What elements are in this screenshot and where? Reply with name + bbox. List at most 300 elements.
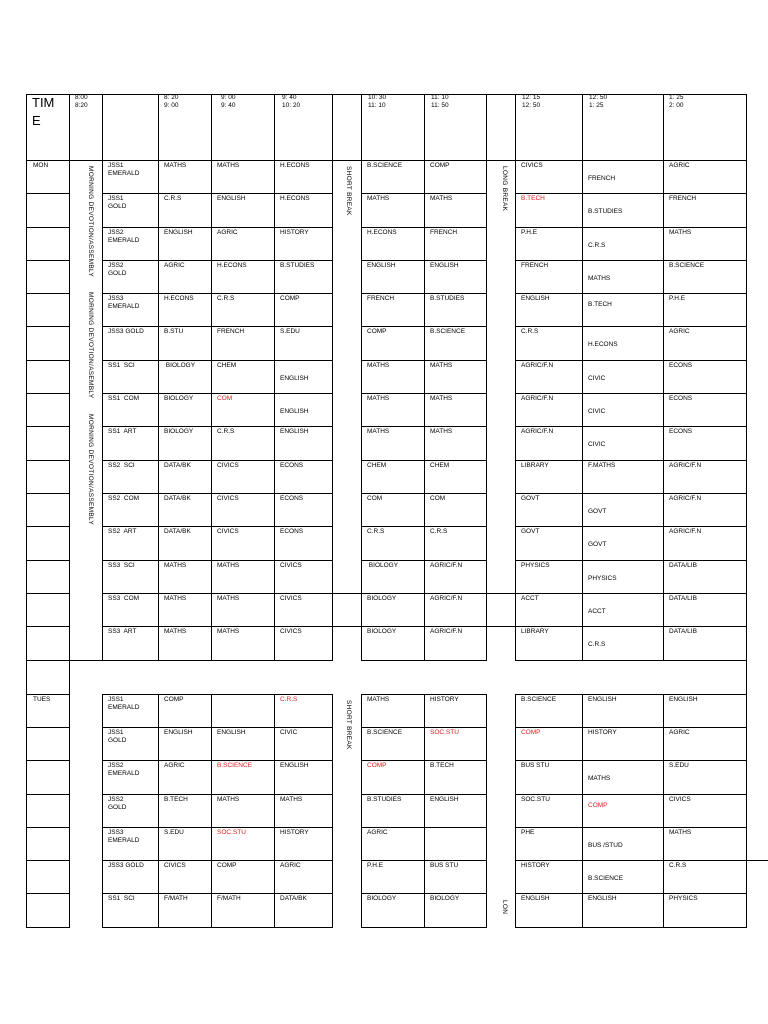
grid-line bbox=[211, 94, 212, 161]
grid-line bbox=[663, 94, 664, 161]
grid-line bbox=[102, 460, 333, 461]
subject-cell: MATHS bbox=[217, 562, 240, 569]
subject-cell: ENGLISH bbox=[669, 696, 698, 703]
subject-cell: AGRIC/F.N bbox=[669, 495, 702, 502]
subject-cell: HISTORY bbox=[280, 229, 309, 236]
grid-line bbox=[486, 160, 487, 661]
grid-line bbox=[102, 660, 333, 661]
subject-cell: CIVIC bbox=[588, 441, 606, 448]
grid-line bbox=[102, 626, 333, 627]
subject-cell: PHE bbox=[521, 829, 535, 836]
subject-cell: BIOLOGY bbox=[164, 428, 194, 435]
subject-cell: MATHS bbox=[367, 428, 390, 435]
subject-cell: SOC.STU bbox=[430, 729, 459, 736]
subject-cell: ECONS bbox=[280, 528, 304, 535]
subject-cell: SOC.STU bbox=[217, 829, 246, 836]
subject-cell: ENGLISH bbox=[521, 295, 550, 302]
subject-cell: HISTORY bbox=[430, 696, 459, 703]
subject-cell: C.R.S bbox=[588, 641, 606, 648]
subject-cell: C.R.S bbox=[280, 696, 298, 703]
grid-line bbox=[486, 94, 487, 161]
subject-cell: BIOLOGY bbox=[367, 562, 399, 569]
subject-cell: ACCT bbox=[588, 608, 606, 615]
subject-cell: ECONS bbox=[669, 428, 693, 435]
grid-line bbox=[102, 326, 333, 327]
subject-cell: AGRIC/F.N bbox=[669, 528, 702, 535]
subject-cell: C.R.S bbox=[217, 295, 235, 302]
subject-cell: BUS /STUD bbox=[588, 842, 623, 849]
grid-line bbox=[424, 694, 425, 928]
subject-cell: B.SCIENCE bbox=[217, 762, 253, 769]
grid-line bbox=[582, 94, 583, 161]
subject-cell: CIVICS bbox=[280, 562, 302, 569]
subject-cell: C.R.S bbox=[588, 242, 606, 249]
subject-cell: S.EDU bbox=[164, 829, 184, 836]
grid-line bbox=[26, 593, 70, 594]
grid-line bbox=[102, 293, 333, 294]
grid-line bbox=[69, 160, 70, 695]
class-label: SS3 SCI bbox=[108, 562, 135, 569]
subject-cell: MATHS bbox=[164, 595, 187, 602]
subject-cell: LIBRARY bbox=[521, 462, 549, 469]
grid-line bbox=[424, 160, 425, 661]
subject-cell: COMP bbox=[521, 729, 541, 736]
grid-line bbox=[26, 426, 70, 427]
subject-cell: C.R.S bbox=[367, 528, 385, 535]
class-label: SS1 COM bbox=[108, 395, 140, 402]
subject-cell: CIVIC bbox=[588, 375, 606, 382]
subject-cell: GOVT bbox=[521, 528, 540, 535]
subject-cell: MATHS bbox=[217, 796, 240, 803]
long-break-label-tue: LON bbox=[501, 900, 508, 915]
subject-cell: AGRIC bbox=[217, 229, 238, 236]
grid-line bbox=[332, 593, 362, 594]
grid-line bbox=[26, 227, 70, 228]
grid-line bbox=[515, 760, 747, 761]
subject-cell: MATHS bbox=[669, 229, 692, 236]
subject-cell: ECONS bbox=[280, 462, 304, 469]
subject-cell: AGRIC bbox=[669, 729, 690, 736]
subject-cell: CHEM bbox=[367, 462, 387, 469]
subject-cell: C.R.S bbox=[669, 862, 687, 869]
grid-line bbox=[515, 360, 747, 361]
subject-cell: CIVICS bbox=[217, 528, 239, 535]
grid-line bbox=[515, 94, 516, 161]
grid-line bbox=[361, 94, 362, 161]
time-slot-5: 11: 10 11: 50 bbox=[431, 94, 449, 109]
grid-line bbox=[102, 860, 333, 861]
subject-cell: ENGLISH bbox=[430, 262, 459, 269]
class-label: SS1 ART bbox=[108, 428, 137, 435]
grid-line bbox=[274, 160, 275, 661]
subject-cell: B.TECH bbox=[164, 796, 188, 803]
subject-cell: S.EDU bbox=[280, 328, 300, 335]
time-slot-8: 1: 25 2: 00 bbox=[669, 94, 684, 109]
grid-line bbox=[102, 260, 333, 261]
grid-line bbox=[746, 660, 747, 695]
time-slot-6: 12: 15 12: 50 bbox=[522, 94, 541, 109]
grid-line bbox=[69, 94, 70, 161]
grid-line bbox=[515, 727, 747, 728]
subject-cell: LIBRARY bbox=[521, 628, 549, 635]
subject-cell: B.TECH bbox=[588, 301, 612, 308]
subject-cell: PHYSICS bbox=[521, 562, 550, 569]
subject-cell: BIOLOGY bbox=[367, 628, 397, 635]
class-label: JSS1 EMERALD bbox=[108, 162, 140, 177]
subject-cell: COM bbox=[367, 495, 383, 502]
time-slot-1: 8: 20 9: 00 bbox=[164, 94, 179, 109]
subject-cell: MATHS bbox=[588, 775, 611, 782]
subject-cell: H.ECONS bbox=[280, 162, 310, 169]
grid-line bbox=[274, 694, 275, 928]
subject-cell: H.ECONS bbox=[367, 229, 397, 236]
grid-line bbox=[26, 293, 70, 294]
grid-line bbox=[26, 160, 70, 161]
time-slot-3: 9: 40 10: 20 bbox=[282, 94, 301, 109]
subject-cell: C.R.S bbox=[164, 195, 182, 202]
grid-line bbox=[515, 593, 747, 594]
grid-line bbox=[102, 927, 333, 928]
subject-cell: COMP bbox=[280, 295, 300, 302]
subject-cell: FRENCH bbox=[217, 328, 245, 335]
grid-line bbox=[26, 493, 70, 494]
class-label: JSS1 GOLD bbox=[108, 195, 127, 210]
subject-cell: H.ECONS bbox=[588, 341, 618, 348]
subject-cell: CIVICS bbox=[521, 162, 543, 169]
subject-cell: CIVICS bbox=[217, 462, 239, 469]
grid-line bbox=[486, 694, 487, 928]
subject-cell: F.MATHS bbox=[588, 462, 616, 469]
grid-line bbox=[102, 360, 333, 361]
grid-line bbox=[158, 94, 159, 161]
subject-cell: MATHS bbox=[588, 275, 611, 282]
short-break-label-tue: SHORT BREAK bbox=[345, 700, 352, 750]
subject-cell: COMP bbox=[367, 762, 387, 769]
class-label: JSS2 EMERALD bbox=[108, 762, 140, 777]
subject-cell: F/MATH bbox=[164, 895, 188, 902]
class-label: JSS2 EMERALD bbox=[108, 229, 140, 244]
subject-cell: PHYSICS bbox=[588, 575, 617, 582]
subject-cell: BIOLOGY bbox=[430, 895, 460, 902]
subject-cell: FRENCH bbox=[588, 175, 616, 182]
grid-line bbox=[515, 160, 747, 161]
subject-cell: CIVIC bbox=[280, 729, 298, 736]
subject-cell: ENGLISH bbox=[280, 428, 309, 435]
grid-line bbox=[102, 393, 333, 394]
class-label: SS2 ART bbox=[108, 528, 137, 535]
subject-cell: ENGLISH bbox=[280, 408, 309, 415]
subject-cell: C.R.S bbox=[430, 528, 448, 535]
grid-line bbox=[515, 426, 747, 427]
subject-cell: MATHS bbox=[217, 628, 240, 635]
grid-line bbox=[663, 160, 664, 661]
grid-line bbox=[26, 560, 70, 561]
grid-line bbox=[332, 626, 362, 627]
grid-line bbox=[332, 160, 333, 661]
subject-cell: H.ECONS bbox=[280, 195, 310, 202]
grid-line bbox=[486, 626, 516, 627]
time-slot-4: 10: 30 11: 10 bbox=[368, 94, 387, 109]
class-label: JSS1 GOLD bbox=[108, 729, 127, 744]
subject-cell: COMP bbox=[430, 162, 450, 169]
subject-cell: DATA/BK bbox=[280, 895, 307, 902]
subject-cell: ENGLISH bbox=[217, 195, 246, 202]
grid-line bbox=[663, 860, 768, 861]
grid-line bbox=[69, 694, 70, 928]
grid-line bbox=[26, 94, 747, 95]
subject-cell: AGRIC/F.N bbox=[430, 562, 463, 569]
time-header: TIM E bbox=[32, 95, 55, 128]
grid-line bbox=[26, 893, 70, 894]
subject-cell: MATHS bbox=[217, 595, 240, 602]
subject-cell: MATHS bbox=[164, 162, 187, 169]
grid-line bbox=[158, 694, 159, 928]
grid-line bbox=[424, 94, 425, 161]
grid-line bbox=[26, 360, 70, 361]
grid-line bbox=[102, 727, 333, 728]
grid-line bbox=[515, 893, 747, 894]
class-label: SS3 ART bbox=[108, 628, 137, 635]
assembly-label-3: MORNING DEVOTION/ASSEMBLY bbox=[87, 414, 94, 526]
subject-cell: SOC.STU bbox=[521, 796, 550, 803]
grid-line bbox=[515, 393, 747, 394]
grid-line bbox=[332, 94, 333, 161]
grid-line bbox=[26, 694, 27, 928]
grid-line bbox=[102, 526, 333, 527]
subject-cell: H.ECONS bbox=[164, 295, 194, 302]
grid-line bbox=[515, 260, 747, 261]
grid-line bbox=[746, 694, 747, 928]
subject-cell: BIOLOGY bbox=[164, 362, 196, 369]
grid-line bbox=[515, 794, 747, 795]
subject-cell: ECONS bbox=[669, 362, 693, 369]
subject-cell: MATHS bbox=[164, 562, 187, 569]
subject-cell: C.R.S bbox=[521, 328, 539, 335]
grid-line bbox=[26, 927, 70, 928]
subject-cell: C.R.S bbox=[217, 428, 235, 435]
subject-cell: CIVICS bbox=[164, 862, 186, 869]
grid-line bbox=[274, 94, 275, 161]
subject-cell: DATA/LIB bbox=[669, 628, 697, 635]
subject-cell: B.TECH bbox=[430, 762, 454, 769]
subject-cell: FRENCH bbox=[669, 195, 697, 202]
subject-cell: MATHS bbox=[367, 395, 390, 402]
long-break-label-mon: LONG BREAK bbox=[501, 166, 508, 212]
subject-cell: AGRIC bbox=[280, 862, 301, 869]
subject-cell: B.STUDIES bbox=[367, 796, 402, 803]
class-label: SS3 COM bbox=[108, 595, 140, 602]
subject-cell: ENGLISH bbox=[280, 762, 309, 769]
subject-cell: B.STUDIES bbox=[430, 295, 465, 302]
subject-cell: GOVT bbox=[521, 495, 540, 502]
time-slot-0: 8:00 8:20 bbox=[75, 94, 88, 109]
subject-cell: MATHS bbox=[669, 829, 692, 836]
subject-cell: ENGLISH bbox=[280, 375, 309, 382]
subject-cell: MATHS bbox=[367, 696, 390, 703]
subject-cell: AGRIC bbox=[164, 262, 185, 269]
subject-cell: AGRIC bbox=[164, 762, 185, 769]
grid-line bbox=[361, 694, 362, 928]
subject-cell: COMP bbox=[588, 802, 608, 809]
subject-cell: B.SCIENCE bbox=[367, 729, 403, 736]
subject-cell: COMP bbox=[367, 328, 387, 335]
subject-cell: P.H.E bbox=[669, 295, 686, 302]
grid-line bbox=[332, 694, 333, 928]
subject-cell: AGRIC bbox=[669, 162, 690, 169]
subject-cell: B.SCIENCE bbox=[588, 875, 624, 882]
grid-line bbox=[102, 193, 333, 194]
subject-cell: PHYSICS bbox=[669, 895, 698, 902]
grid-line bbox=[515, 293, 747, 294]
subject-cell: DATA/BK bbox=[164, 462, 191, 469]
subject-cell: AGRIC/F.N bbox=[669, 462, 702, 469]
grid-line bbox=[26, 326, 70, 327]
subject-cell: S.EDU bbox=[669, 762, 689, 769]
subject-cell: ENGLISH bbox=[367, 262, 396, 269]
grid-line bbox=[515, 694, 516, 928]
class-label: JSS2 GOLD bbox=[108, 796, 127, 811]
class-label: JSS3 GOLD bbox=[108, 328, 144, 335]
grid-line bbox=[102, 560, 333, 561]
grid-line bbox=[26, 626, 70, 627]
subject-cell: AGRIC/F.N bbox=[430, 628, 463, 635]
subject-cell: FRENCH bbox=[521, 262, 549, 269]
grid-line bbox=[69, 660, 103, 661]
class-label: JSS1 EMERALD bbox=[108, 696, 140, 711]
subject-cell: COM bbox=[217, 395, 233, 402]
grid-line bbox=[582, 694, 583, 928]
subject-cell: ENGLISH bbox=[164, 729, 193, 736]
subject-cell: HISTORY bbox=[280, 829, 309, 836]
time-slot-2: 9: 00 9: 40 bbox=[221, 94, 236, 109]
subject-cell: CHEM bbox=[430, 462, 450, 469]
class-label: SS1 SCI bbox=[108, 895, 135, 902]
subject-cell: CIVIC bbox=[588, 408, 606, 415]
subject-cell: B.TECH bbox=[521, 195, 545, 202]
subject-cell: P.H.E bbox=[521, 229, 538, 236]
subject-cell: ENGLISH bbox=[588, 895, 617, 902]
subject-cell: MATHS bbox=[430, 428, 453, 435]
class-label: SS2 SCI bbox=[108, 462, 135, 469]
grid-line bbox=[515, 927, 747, 928]
subject-cell: CIVICS bbox=[280, 628, 302, 635]
subject-cell: B.STUDIES bbox=[588, 208, 623, 215]
grid-line bbox=[26, 526, 70, 527]
subject-cell: ECONS bbox=[280, 495, 304, 502]
subject-cell: ENGLISH bbox=[217, 729, 246, 736]
grid-line bbox=[102, 160, 333, 161]
grid-line bbox=[515, 493, 747, 494]
subject-cell: CIVICS bbox=[669, 796, 691, 803]
subject-cell: B.SCIENCE bbox=[669, 262, 705, 269]
grid-line bbox=[102, 94, 103, 161]
grid-line bbox=[746, 94, 747, 161]
subject-cell: GOVT bbox=[588, 541, 607, 548]
subject-cell: AGRIC/F.N bbox=[430, 595, 463, 602]
class-label: SS1 SCI bbox=[108, 362, 135, 369]
subject-cell: CIVICS bbox=[217, 495, 239, 502]
subject-cell: CHEM bbox=[217, 362, 237, 369]
grid-line bbox=[102, 760, 333, 761]
short-break-label-mon: SHORT BREAK bbox=[345, 166, 352, 216]
grid-line bbox=[102, 160, 103, 661]
subject-cell: MATHS bbox=[280, 796, 303, 803]
class-label: JSS2 GOLD bbox=[108, 262, 127, 277]
subject-cell: B.SCIENCE bbox=[521, 696, 557, 703]
day-label-tues: TUES bbox=[33, 696, 51, 703]
subject-cell: AGRIC/F.N bbox=[521, 362, 554, 369]
grid-line bbox=[582, 160, 583, 661]
grid-line bbox=[26, 694, 70, 695]
subject-cell: BIOLOGY bbox=[367, 595, 397, 602]
subject-cell: HISTORY bbox=[521, 862, 550, 869]
grid-line bbox=[515, 626, 747, 627]
subject-cell: B.STUDIES bbox=[280, 262, 315, 269]
subject-cell: COMP bbox=[164, 696, 184, 703]
assembly-label-1: MORNING DEVOTION/ASSEMBLY bbox=[87, 166, 94, 278]
grid-line bbox=[515, 526, 747, 527]
grid-line bbox=[211, 694, 212, 928]
grid-line bbox=[102, 227, 333, 228]
grid-line bbox=[515, 560, 747, 561]
subject-cell: FRENCH bbox=[367, 295, 395, 302]
grid-line bbox=[26, 160, 27, 695]
grid-line bbox=[26, 393, 70, 394]
subject-cell: AGRIC/F.N bbox=[521, 428, 554, 435]
grid-line bbox=[26, 660, 70, 661]
subject-cell: B.SCIENCE bbox=[430, 328, 466, 335]
subject-cell: GOVT bbox=[588, 508, 607, 515]
subject-cell: BIOLOGY bbox=[367, 895, 397, 902]
grid-line bbox=[515, 160, 516, 661]
subject-cell: AGRIC bbox=[669, 328, 690, 335]
subject-cell: BIOLOGY bbox=[164, 395, 194, 402]
subject-cell: HISTORY bbox=[588, 729, 617, 736]
class-label: JSS3 EMERALD bbox=[108, 295, 140, 310]
class-label: JSS3 EMERALD bbox=[108, 829, 140, 844]
subject-cell: DATA/LIB bbox=[669, 562, 697, 569]
grid-line bbox=[515, 460, 747, 461]
grid-line bbox=[26, 727, 70, 728]
subject-cell: ENGLISH bbox=[430, 796, 459, 803]
grid-line bbox=[26, 760, 70, 761]
grid-line bbox=[515, 694, 747, 695]
subject-cell: H.ECONS bbox=[217, 262, 247, 269]
time-slot-7: 12: 50 1: 25 bbox=[589, 94, 608, 109]
grid-line bbox=[102, 694, 333, 695]
grid-line bbox=[486, 593, 516, 594]
subject-cell: MATHS bbox=[430, 195, 453, 202]
subject-cell: BUS STU bbox=[521, 762, 550, 769]
subject-cell: ECONS bbox=[669, 395, 693, 402]
subject-cell: DATA/BK bbox=[164, 495, 191, 502]
grid-line bbox=[102, 893, 333, 894]
grid-line bbox=[746, 160, 747, 661]
subject-cell: MATHS bbox=[217, 162, 240, 169]
grid-line bbox=[102, 493, 333, 494]
subject-cell: AGRIC/F.N bbox=[521, 395, 554, 402]
subject-cell: BUS STU bbox=[430, 862, 459, 869]
subject-cell: MATHS bbox=[367, 362, 390, 369]
subject-cell: ENGLISH bbox=[164, 229, 193, 236]
grid-line bbox=[211, 160, 212, 661]
grid-line bbox=[26, 860, 70, 861]
subject-cell: DATA/BK bbox=[164, 528, 191, 535]
subject-cell: FRENCH bbox=[430, 229, 458, 236]
subject-cell: COM bbox=[430, 495, 446, 502]
day-label-mon: MON bbox=[33, 162, 49, 169]
grid-line bbox=[102, 593, 333, 594]
